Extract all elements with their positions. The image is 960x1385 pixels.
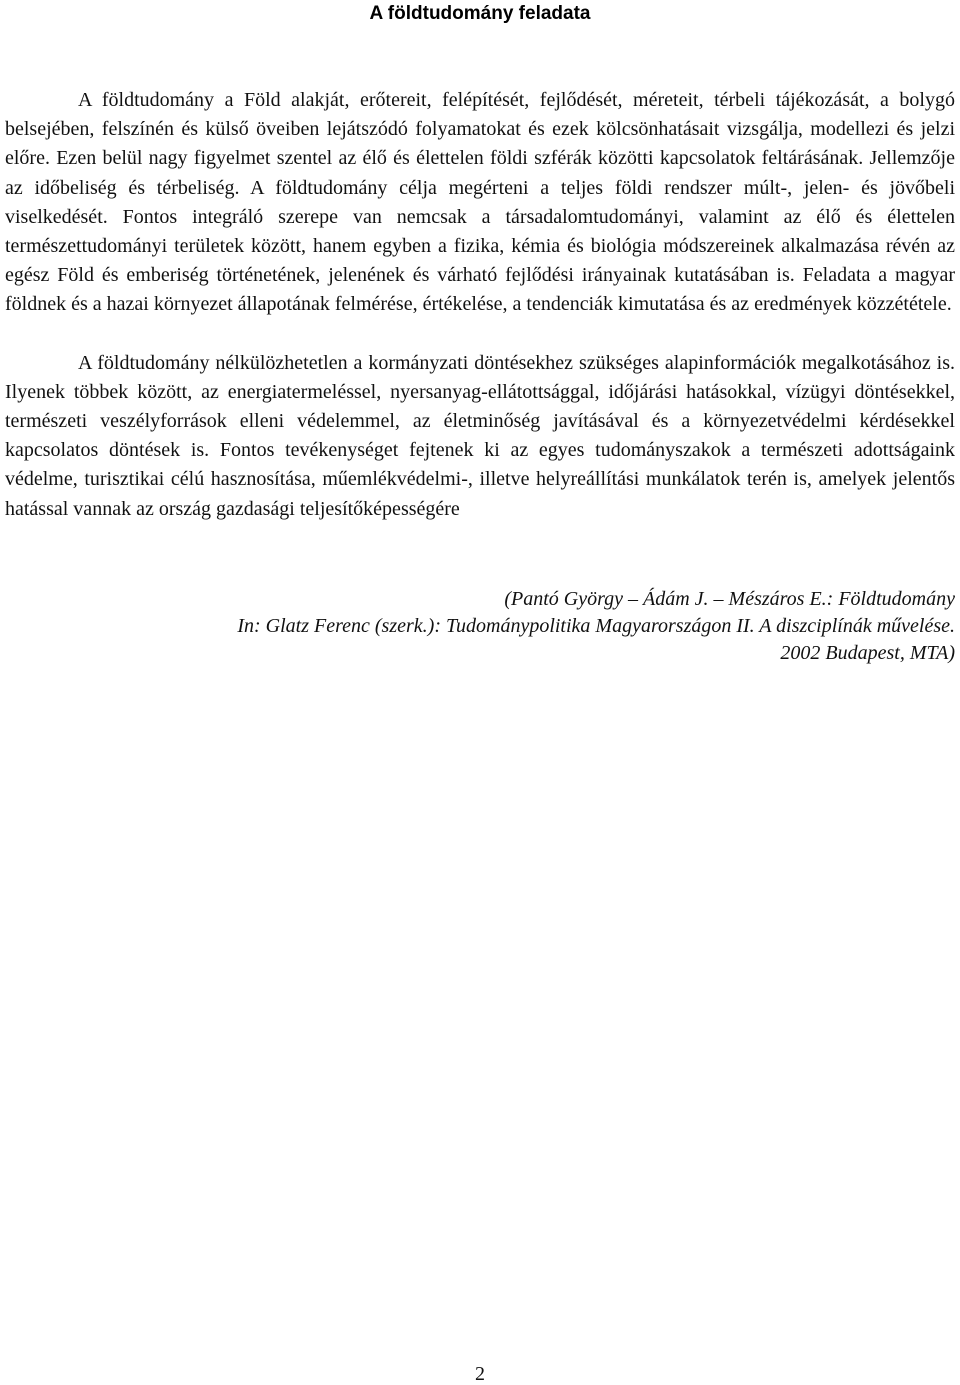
body-paragraph-2: A földtudomány nélkülözhetetlen a kormányzati döntésekhez szükséges alapinformációk megalkotásához is. Ilyenek többek között, az energiatermeléssel, nyersanyag-ellátottsággal, időjárási hatásokkal, vízügyi döntésekkel, természeti veszélyforrások elleni védelemmel, az életminőség javításával és a környezetvédelmi kérdésekkel kapcsolatos döntések is. Fontos tevékenységet fejtenek ki az egyes tudományszakok a természeti adottságaink védelme, turisztikai célú hasznosítása, műemlékvédelmi-, illetve helyreállítási munkálatok terén is, amelyek jelentős hatással vannak az ország gazdasági teljesítőképességére bbox=[5, 351, 955, 520]
citation-line-authors: (Pantó György – Ádám J. – Mészáros E.: Földtudomány bbox=[504, 587, 955, 610]
citation-line-publisher: 2002 Budapest, MTA) bbox=[780, 641, 955, 664]
body-paragraph-1: A földtudomány a Föld alakját, erőtereit, felépítését, fejlődését, méreteit, térbeli tájékozását, a bolygó belsejében, felszínén és külső öveiben lejátszódó folyamatokat és ezek kölcsönhatásait vizsgálja, modellezi és jelzi előre. Ezen belül nagy figyelmet szentel az élő és élettelen földi szférák közötti kapcsolatok feltárásának. Jellemzője az időbeliség és térbeliség. A földtudomány célja megérteni a teljes földi rendszer múlt-, jelen- és jövőbeli viselkedését. Fontos integráló szerepe van nemcsak a társadalomtudományi, valamint az élő és élettelen természettudományi területek között, hanem egyben a fizika, kémia és biológia módszereinek alkalmazása révén az egész Föld és emberiség történetének, jelenének és várható fejlődési irányainak kutatásában is. Feladata a magyar földnek és a hazai környezet állapotának felmérése, értékelése, a tendenciák kimutatása és az eredmények közzététele. bbox=[5, 89, 955, 316]
document-page bbox=[5, 0, 955, 667]
document-title: A földtudomány feladata bbox=[369, 3, 591, 24]
citation-line-source: In: Glatz Ferenc (szerk.): Tudománypolitika Magyarországon II. A diszciplínák művelése. bbox=[237, 614, 955, 637]
page-number: 2 bbox=[475, 1363, 485, 1385]
citation-block bbox=[5, 586, 955, 667]
